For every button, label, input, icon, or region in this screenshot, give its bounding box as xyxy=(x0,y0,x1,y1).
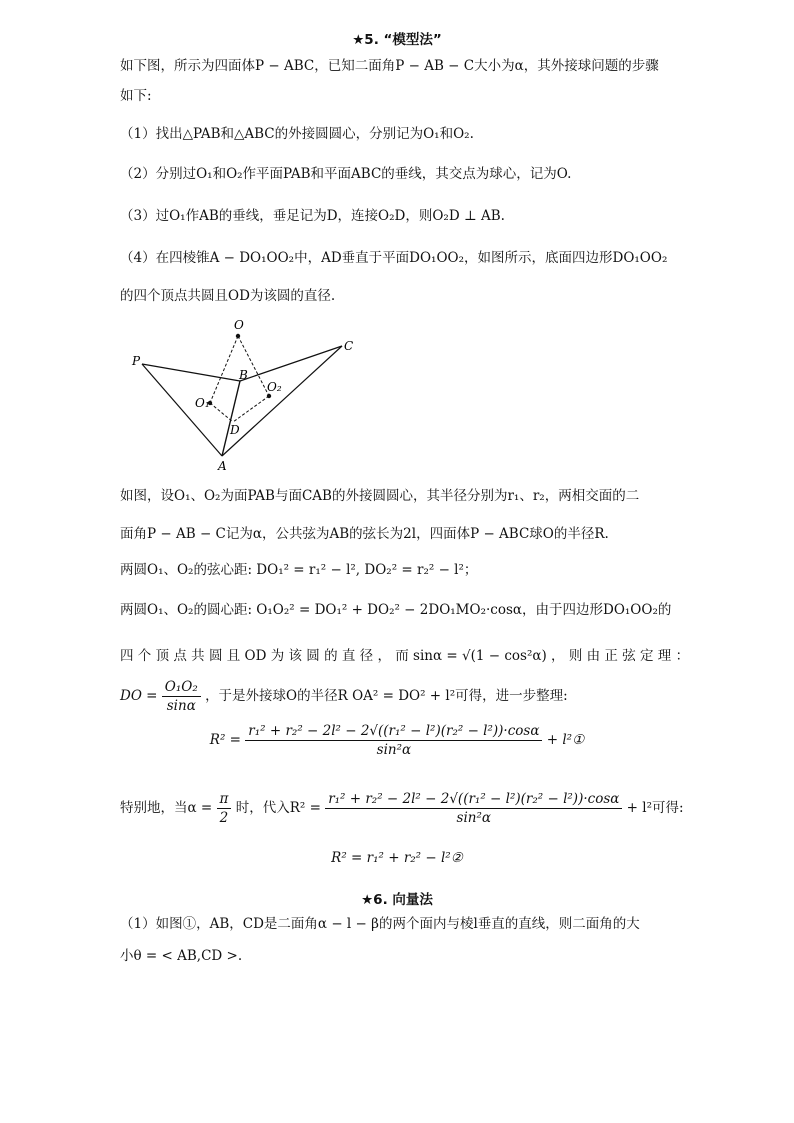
dashed-O1-D xyxy=(210,403,233,422)
special-eq-fraction xyxy=(325,790,622,827)
edge-PB xyxy=(142,364,240,381)
derivation-p5: 四 个 顶 点 共 圆 且 OD 为 该 圆 的 直 径 ， 而 sinα = √(1 − cos²α) ， 则 由 正 弦 定 理 ： xyxy=(120,648,690,664)
derivation-p3: 两圆O₁、O₂的弦心距: DO₁² = r₁² − l², DO₂² = r₂² − l²； xyxy=(120,562,478,578)
special-tail: + l²可得: xyxy=(626,800,684,816)
p6-rest: ，于是外接球O的半径R OA² = DO² + l²可得，进一步整理: xyxy=(205,688,568,704)
label-B: B xyxy=(239,368,248,382)
eq1-denominator: sin²α xyxy=(376,742,412,758)
special-pre: 特别地，当α = xyxy=(120,800,213,816)
derivation-p4: 两圆O₁、O₂的圆心距: O₁O₂² = DO₁² + DO₂² − 2DO₁MO₂·cosα，由于四边形DO₁OO₂的 xyxy=(120,602,672,618)
edge-CA xyxy=(222,346,342,456)
section6-title: ★6. 向量法 xyxy=(361,892,433,908)
point-O xyxy=(236,334,240,338)
special-eq-denominator: sin²α xyxy=(456,810,492,826)
section5-title: ★5. “模型法” xyxy=(352,32,442,48)
special-mid: 时，代入R² = xyxy=(235,800,321,816)
special-eq-numerator: r₁² + r₂² − 2l² − 2√((r₁² − l²)(r₂² − l²))·cosα xyxy=(325,790,622,809)
special-case-line xyxy=(120,790,684,827)
label-D: D xyxy=(230,423,240,437)
step-1: （1）找出△PAB和△ABC的外接圆圆心，分别记为O₁和O₂. xyxy=(120,126,474,142)
p6-fraction xyxy=(162,678,201,715)
equation-1 xyxy=(0,722,794,759)
step-4-line1: （4）在四棱锥A − DO₁OO₂中，AD垂直于平面DO₁OO₂，如图所示，底面四边形DO₁OO₂ xyxy=(120,250,668,266)
step-2: （2）分别过O₁和O₂作平面PAB和平面ABC的垂线，其交点为球心，记为O. xyxy=(120,166,572,182)
special-angle-denominator: 2 xyxy=(219,810,229,826)
eq1-lhs: R² = xyxy=(209,732,241,748)
label-O: O xyxy=(234,318,244,332)
section5-intro-line1: 如下图，所示为四面体P − ABC，已知二面角P − AB − C大小为α，其外接球问题的步骤 xyxy=(120,58,659,74)
label-P: P xyxy=(132,354,141,368)
label-O2: O₂ xyxy=(267,380,282,394)
label-C: C xyxy=(344,339,354,353)
section5-intro-line2: 如下: xyxy=(120,88,152,104)
eq1-numerator: r₁² + r₂² − 2l² − 2√((r₁² − l²)(r₂² − l²))·cosα xyxy=(245,722,542,741)
dashed-O-O1 xyxy=(210,336,238,403)
special-angle-numerator: π xyxy=(217,790,232,809)
eq1-tail: + l²① xyxy=(546,732,585,748)
p6-numerator: O₁O₂ xyxy=(162,678,201,697)
equation-2: R² = r₁² + r₂² − l²② xyxy=(331,850,463,866)
p6-denominator: sinα xyxy=(166,698,196,714)
edge-BC xyxy=(240,346,342,381)
label-A: A xyxy=(218,459,227,473)
edge-PA xyxy=(142,364,222,456)
point-O2 xyxy=(267,394,271,398)
tetrahedron-figure xyxy=(120,316,370,476)
step-3: （3）过O₁作AB的垂线，垂足记为D，连接O₂D，则O₂D ⊥ AB. xyxy=(120,208,505,224)
derivation-p6 xyxy=(120,678,568,715)
derivation-p2: 面角P − AB − C记为α，公共弦为AB的弦长为2l，四面体P − ABC球O的半径R. xyxy=(120,526,609,542)
derivation-p1: 如图，设O₁、O₂为面PAB与面CAB的外接圆圆心，其半径分别为r₁、r₂，两相交面的二 xyxy=(120,488,640,504)
section6-line1: （1）如图①，AB，CD是二面角α − l − β的两个面内与棱l垂直的直线，则二面角的大 xyxy=(120,916,640,932)
label-O1: O₁ xyxy=(195,396,210,410)
special-angle-fraction xyxy=(217,790,232,827)
section6-line2: 小θ = < AB,CD >. xyxy=(120,948,243,964)
p6-lhs: DO = xyxy=(120,688,158,704)
step-4-line2: 的四个顶点共圆且OD为该圆的直径. xyxy=(120,288,336,304)
edge-AB xyxy=(222,381,240,456)
tetrahedron-diagram xyxy=(120,316,370,476)
eq1-fraction xyxy=(245,722,542,759)
dashed-O-O2 xyxy=(238,336,269,396)
